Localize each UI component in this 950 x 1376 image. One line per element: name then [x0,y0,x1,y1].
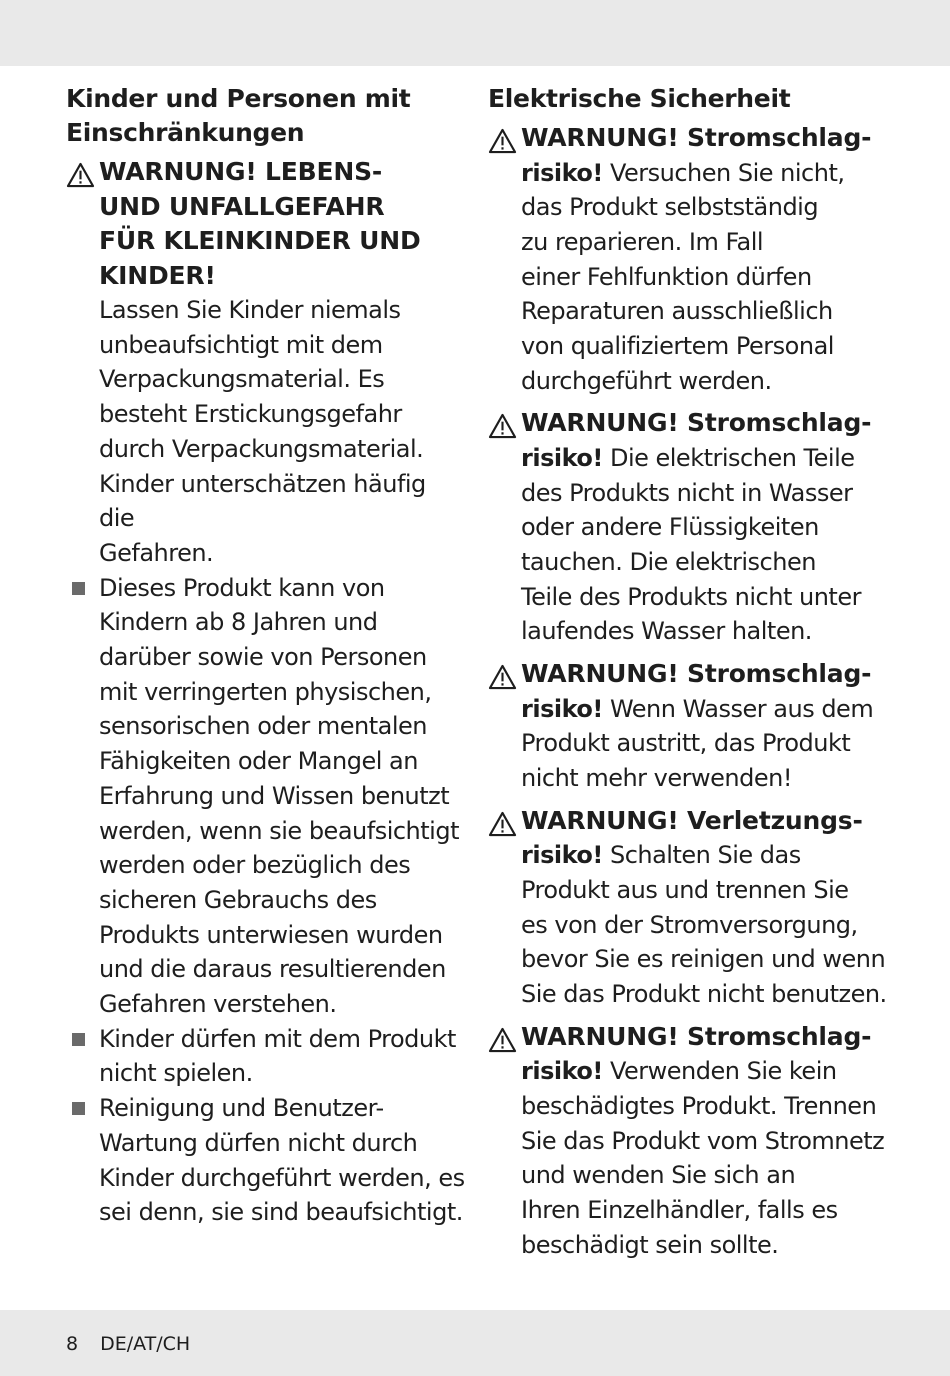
body-line: beschädigtes Produkt. Trennen [521,1091,877,1120]
body-line: oder andere Flüssigkeiten [521,513,819,542]
risk-label: risiko! [521,1057,603,1086]
page-number: 8 [66,1333,79,1355]
body-line: unbeaufsichtigt mit dem [99,330,383,359]
body-text: Wenn Wasser aus dem [602,694,874,723]
body-line: Produkt aus und trennen Sie [521,875,849,904]
warning-block [488,121,908,398]
body-line: tauchen. Die elektrischen [521,548,816,577]
body-text: Verwenden Sie kein [602,1057,837,1086]
warning-body [521,838,908,1012]
bullet-item [66,571,466,1022]
body-line: es von der Stromversorgung, [521,910,858,939]
warning-body [521,156,908,399]
warning-body [521,1054,908,1262]
body-line: Gefahren. [99,538,214,567]
body-text: Versuchen Sie nicht, [602,158,845,187]
body-line: Produkt austritt, das Produkt [521,729,851,758]
warning-heading: WARNUNG! Stromschlag- [521,408,872,438]
body-line: bevor Sie es reinigen und wenn [521,945,886,974]
body-line: Kindern ab 8 Jahren und [99,608,378,637]
risk-label: risiko! [521,443,603,472]
body-line: werden oder bezüglich des [99,851,411,880]
body-line: Sie das Produkt nicht benutzen. [521,980,887,1009]
warning-heading-line: KINDER! [99,260,216,290]
body-line: Verpackungsmaterial. Es [99,365,385,394]
body-line: zu reparieren. Im Fall [521,227,764,256]
warning-heading-line: FÜR KLEINKINDER UND [99,226,421,255]
body-line: und wenden Sie sich an [521,1161,796,1190]
warning-body [99,293,466,571]
body-line: Lassen Sie Kinder niemals [99,296,401,324]
body-line: das Produkt selbstständig [521,193,819,222]
title-line: Einschränkungen [66,118,305,147]
warning-block [488,406,908,649]
warning-triangle-icon [488,664,517,690]
warning-heading-line: WARNUNG! LEBENS- [99,157,383,186]
risk-label: risiko! [521,158,603,187]
body-line: einer Fehlfunktion dürfen [521,262,812,291]
warning-triangle-icon [66,162,95,188]
body-line: laufendes Wasser halten. [521,617,812,646]
body-line: Kinder dürfen mit dem Produkt [99,1024,456,1053]
warning-block [488,804,908,1012]
warning-triangle-icon [488,128,517,154]
body-line: Gefahren verstehen. [99,990,337,1019]
body-line: Produkts unterwiesen wurden [99,920,443,949]
warning-block [488,657,908,796]
body-line: sei denn, sie sind beaufsichtigt. [99,1198,463,1227]
body-text: Schalten Sie das [602,841,801,870]
warning-triangle-icon [488,1027,517,1053]
body-line: sensorischen oder mentalen [99,712,428,741]
warning-triangle-icon [488,811,517,837]
body-line: Sie das Produkt vom Stromnetz [521,1126,885,1155]
bullet-square-icon [72,582,85,595]
body-line: beschädigt sein sollte. [521,1230,779,1259]
bullet-item [66,1022,466,1091]
warning-body [521,441,908,649]
body-line: besteht Erstickungsgefahr [99,400,402,429]
body-line: darüber sowie von Personen [99,643,427,672]
warning-heading: WARNUNG! Stromschlag- [521,1021,872,1051]
body-line: Reinigung und Benutzer- [99,1094,384,1123]
warning-heading [99,155,466,293]
body-line: Reparaturen ausschließlich [521,297,833,326]
title-line: Kinder und Personen mit [66,84,411,113]
body-line: Fähigkeiten oder Mangel an [99,747,418,776]
body-line: sicheren Gebrauchs des [99,885,377,914]
warning-heading: WARNUNG! Stromschlag- [521,659,872,689]
bullet-square-icon [72,1033,85,1046]
body-line: Erfahrung und Wissen benutzt [99,781,450,810]
locale-label: DE/AT/CH [100,1333,191,1355]
body-line: Wartung dürfen nicht durch [99,1128,418,1157]
bullet-item [66,1091,466,1230]
warning-heading: WARNUNG! Stromschlag- [521,123,872,152]
body-line: Dieses Produkt kann von [99,573,385,602]
warning-block [488,1020,908,1263]
body-line: von qualifiziertem Personal [521,332,834,361]
body-text: Die elektrischen Teile [602,443,855,472]
risk-label: risiko! [521,841,603,870]
warning-triangle-icon [488,413,517,439]
warning-heading: WARNUNG! Verletzungs- [521,805,863,835]
left-column [66,82,466,1230]
body-line: durch Verpackungsmaterial. [99,434,424,463]
warning-body [521,692,908,796]
warning-heading-line: UND UNFALLGEFAHR [99,191,385,221]
section-title-children [66,82,466,150]
body-line: nicht spielen. [99,1059,253,1088]
right-column [488,82,908,1262]
body-line: des Produkts nicht in Wasser [521,478,853,507]
body-line: mit verringerten physischen, [99,677,432,706]
warning-block-children [66,155,466,571]
header-band [0,0,950,66]
body-line: durchgeführt werden. [521,366,772,395]
risk-label: risiko! [521,694,603,723]
body-line: Kinder durchgeführt werden, es [99,1163,465,1192]
body-line: Kinder unterschätzen häufig die [99,469,426,533]
body-line: Teile des Produkts nicht unter [521,582,861,611]
body-line: und die daraus resultierenden [99,955,446,984]
bullet-square-icon [72,1102,85,1115]
body-line: Ihren Einzelhändler, falls es [521,1196,838,1225]
page-footer [66,1333,190,1355]
section-title-electrical: Elektrische Sicherheit [488,84,791,113]
body-line: nicht mehr verwenden! [521,764,792,793]
body-line: werden, wenn sie beaufsichtigt [99,816,459,845]
